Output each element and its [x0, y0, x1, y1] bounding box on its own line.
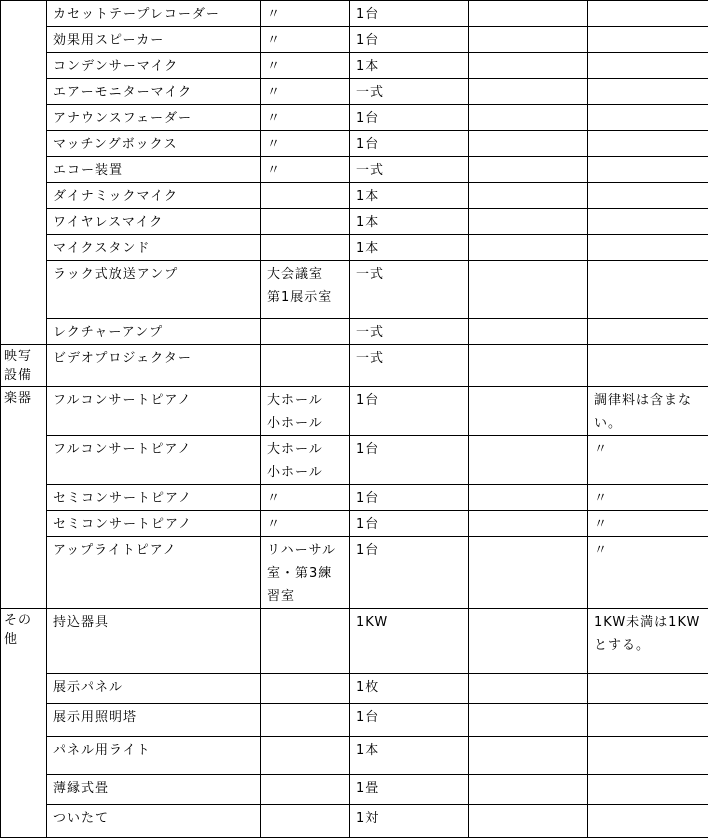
category-cell: その他 [1, 609, 47, 838]
fee-cell [469, 485, 588, 511]
fee-cell [469, 511, 588, 537]
fee-cell [469, 261, 588, 319]
unit-cell: 1本 [350, 183, 469, 209]
unit-cell: 一式 [350, 157, 469, 183]
fee-cell [469, 157, 588, 183]
location-cell: 〃 [261, 79, 350, 105]
fee-cell [469, 737, 588, 775]
item-name-cell: エアーモニターマイク [47, 79, 261, 105]
remarks-cell [588, 157, 708, 183]
location-cell: リハーサル室・第3練習室 [261, 537, 350, 609]
unit-cell: 1台 [350, 537, 469, 609]
unit-cell: 1台 [350, 387, 469, 436]
fee-cell [469, 53, 588, 79]
remarks-cell [588, 674, 708, 704]
item-name-cell: ビデオプロジェクター [47, 345, 261, 387]
item-name-cell: コンデンサーマイク [47, 53, 261, 79]
unit-cell: 1本 [350, 53, 469, 79]
remarks-cell [588, 737, 708, 775]
fee-cell [469, 674, 588, 704]
category-cell [1, 1, 47, 345]
fee-cell [469, 131, 588, 157]
table-row [1, 674, 708, 704]
table-row [1, 511, 708, 537]
unit-cell: 1枚 [350, 674, 469, 704]
fee-cell [469, 27, 588, 53]
remarks-cell: 〃 [588, 511, 708, 537]
location-cell: 〃 [261, 511, 350, 537]
table-row [1, 609, 708, 674]
unit-cell: 1KW [350, 609, 469, 674]
remarks-cell [588, 805, 708, 838]
remarks-cell [588, 345, 708, 387]
item-name-cell: フルコンサートピアノ [47, 436, 261, 485]
fee-cell [469, 79, 588, 105]
location-cell [261, 319, 350, 345]
item-name-cell: セミコンサートピアノ [47, 511, 261, 537]
item-name-cell: 持込器具 [47, 609, 261, 674]
fee-cell [469, 345, 588, 387]
fee-cell [469, 235, 588, 261]
remarks-cell [588, 319, 708, 345]
remarks-cell [588, 775, 708, 805]
location-cell: 〃 [261, 131, 350, 157]
remarks-cell [588, 183, 708, 209]
unit-cell: 1台 [350, 105, 469, 131]
location-cell [261, 183, 350, 209]
unit-cell: 一式 [350, 319, 469, 345]
location-cell: 大会議室 第1展示室 [261, 261, 350, 319]
item-name-cell: マッチングボックス [47, 131, 261, 157]
fee-cell [469, 209, 588, 235]
fee-cell [469, 387, 588, 436]
item-name-cell: カセットテープレコーダー [47, 1, 261, 27]
item-name-cell: 薄縁式畳 [47, 775, 261, 805]
remarks-cell: 〃 [588, 436, 708, 485]
unit-cell: 1畳 [350, 775, 469, 805]
item-name-cell: 効果用スピーカー [47, 27, 261, 53]
remarks-cell [588, 79, 708, 105]
item-name-cell: アナウンスフェーダー [47, 105, 261, 131]
location-cell [261, 737, 350, 775]
table-row [1, 345, 708, 387]
remarks-cell [588, 261, 708, 319]
fee-cell [469, 775, 588, 805]
table-row [1, 209, 708, 235]
remarks-cell: 〃 [588, 537, 708, 609]
table-row [1, 261, 708, 319]
item-name-cell: ダイナミックマイク [47, 183, 261, 209]
unit-cell: 1台 [350, 436, 469, 485]
fee-cell [469, 319, 588, 345]
table-row [1, 704, 708, 737]
item-name-cell: 展示用照明塔 [47, 704, 261, 737]
remarks-cell [588, 105, 708, 131]
remarks-cell [588, 53, 708, 79]
unit-cell: 1台 [350, 27, 469, 53]
location-cell [261, 235, 350, 261]
unit-cell: 1本 [350, 235, 469, 261]
item-name-cell: パネル用ライト [47, 737, 261, 775]
remarks-cell [588, 27, 708, 53]
unit-cell: 一式 [350, 261, 469, 319]
table-row [1, 775, 708, 805]
unit-cell: 1本 [350, 737, 469, 775]
location-cell: 大ホール 小ホール [261, 436, 350, 485]
location-cell [261, 704, 350, 737]
table-row [1, 53, 708, 79]
location-cell: 〃 [261, 485, 350, 511]
unit-cell: 1台 [350, 511, 469, 537]
item-name-cell: 展示パネル [47, 674, 261, 704]
unit-cell: 1台 [350, 1, 469, 27]
location-cell: 〃 [261, 27, 350, 53]
table-row [1, 131, 708, 157]
table-row [1, 737, 708, 775]
location-cell: 大ホール 小ホール [261, 387, 350, 436]
location-cell: 〃 [261, 105, 350, 131]
item-name-cell: ラック式放送アンプ [47, 261, 261, 319]
category-cell: 楽器 [1, 387, 47, 609]
remarks-cell: 1KW未満は1KWとする。 [588, 609, 708, 674]
fee-cell [469, 105, 588, 131]
table-row [1, 436, 708, 485]
table-row [1, 157, 708, 183]
remarks-cell [588, 235, 708, 261]
unit-cell: 1台 [350, 131, 469, 157]
item-name-cell: アップライトピアノ [47, 537, 261, 609]
item-name-cell: エコー装置 [47, 157, 261, 183]
table-row [1, 319, 708, 345]
table-row [1, 27, 708, 53]
remarks-cell [588, 704, 708, 737]
item-name-cell: ついたて [47, 805, 261, 838]
remarks-cell [588, 131, 708, 157]
location-cell [261, 775, 350, 805]
table-row [1, 805, 708, 838]
unit-cell: 1本 [350, 209, 469, 235]
category-cell: 映写 設備 [1, 345, 47, 387]
item-name-cell: セミコンサートピアノ [47, 485, 261, 511]
table-row [1, 1, 708, 27]
table-row [1, 79, 708, 105]
equipment-table-body [1, 1, 708, 838]
unit-cell: 一式 [350, 345, 469, 387]
unit-cell: 1台 [350, 704, 469, 737]
location-cell [261, 209, 350, 235]
table-row [1, 183, 708, 209]
location-cell [261, 609, 350, 674]
item-name-cell: ワイヤレスマイク [47, 209, 261, 235]
unit-cell: 1台 [350, 485, 469, 511]
fee-cell [469, 1, 588, 27]
table-row [1, 105, 708, 131]
remarks-cell [588, 209, 708, 235]
fee-cell [469, 537, 588, 609]
remarks-cell: 調律料は含まない。 [588, 387, 708, 436]
remarks-cell: 〃 [588, 485, 708, 511]
unit-cell: 一式 [350, 79, 469, 105]
location-cell [261, 674, 350, 704]
fee-cell [469, 805, 588, 838]
location-cell [261, 345, 350, 387]
fee-cell [469, 609, 588, 674]
table-row [1, 537, 708, 609]
item-name-cell: マイクスタンド [47, 235, 261, 261]
table-row [1, 235, 708, 261]
item-name-cell: レクチャーアンプ [47, 319, 261, 345]
fee-cell [469, 183, 588, 209]
location-cell: 〃 [261, 157, 350, 183]
table-row [1, 485, 708, 511]
table-row [1, 387, 708, 436]
remarks-cell [588, 1, 708, 27]
fee-cell [469, 704, 588, 737]
item-name-cell: フルコンサートピアノ [47, 387, 261, 436]
location-cell: 〃 [261, 53, 350, 79]
location-cell: 〃 [261, 1, 350, 27]
fee-cell [469, 436, 588, 485]
location-cell [261, 805, 350, 838]
unit-cell: 1対 [350, 805, 469, 838]
